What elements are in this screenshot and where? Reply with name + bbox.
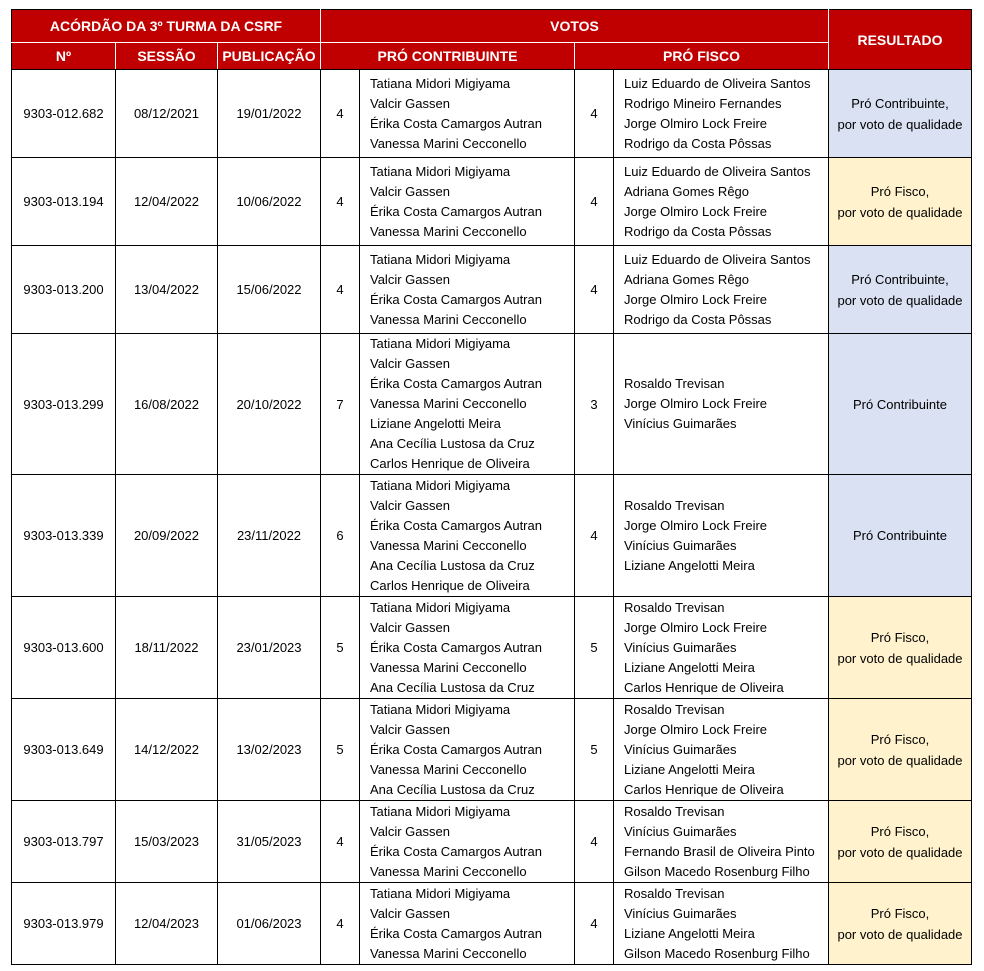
member-name: Rosaldo Trevisan — [624, 599, 725, 615]
member-name: Valcir Gassen — [370, 356, 450, 371]
member-name: Ana Cecília Lustosa da Cruz — [370, 557, 535, 573]
member-name: Liziane Angelotti Meira — [624, 659, 755, 675]
resultado-line: por voto de qualidade — [837, 204, 963, 220]
member-name: Vanessa Marini Cecconello — [370, 396, 527, 411]
table-row — [12, 597, 972, 699]
table-row — [12, 70, 972, 158]
resultado-cell — [829, 158, 972, 246]
publicacao-date: 31/05/2023 — [218, 801, 321, 883]
resultado-line: Pró Contribuinte, — [851, 271, 949, 287]
resultado-cell — [829, 801, 972, 883]
member-name: Érika Costa Camargos Autran — [370, 291, 542, 307]
header-row-top — [12, 10, 972, 43]
contribuinte-count: 5 — [321, 699, 360, 801]
publicacao-date: 23/11/2022 — [218, 475, 321, 597]
member-name: Valcir Gassen — [370, 95, 450, 111]
contribuinte-count: 4 — [321, 801, 360, 883]
contribuinte-names — [360, 475, 575, 597]
member-name: Érika Costa Camargos Autran — [370, 741, 542, 757]
member-name: Érika Costa Camargos Autran — [370, 115, 542, 131]
member-name: Gilson Macedo Rosenburg Filho — [624, 863, 810, 879]
publicacao-date: 01/06/2023 — [218, 883, 321, 965]
member-name: Érika Costa Camargos Autran — [370, 639, 542, 655]
table-row — [12, 883, 972, 965]
sessao-date: 16/08/2022 — [116, 334, 218, 475]
member-name: Vanessa Marini Cecconello — [370, 945, 527, 961]
member-name: Ana Cecília Lustosa da Cruz — [370, 679, 535, 695]
member-name: Tatiana Midori Migiyama — [370, 336, 511, 351]
resultado-cell — [829, 246, 972, 334]
resultado-cell — [829, 475, 972, 597]
fisco-names — [614, 334, 829, 475]
publicacao-date: 20/10/2022 — [218, 334, 321, 475]
member-name: Jorge Olmiro Lock Freire — [624, 115, 768, 131]
resultado-line: por voto de qualidade — [837, 844, 963, 860]
col-header-pro-contribuinte: PRÓ CONTRIBUINTE — [321, 43, 575, 70]
sessao-date: 13/04/2022 — [116, 246, 218, 334]
member-name: Tatiana Midori Migiyama — [370, 885, 511, 901]
fisco-count: 4 — [575, 801, 614, 883]
member-name: Tatiana Midori Migiyama — [370, 599, 511, 615]
sessao-date: 12/04/2023 — [116, 883, 218, 965]
sessao-date: 14/12/2022 — [116, 699, 218, 801]
resultado-line: Pró Fisco, — [870, 731, 930, 747]
member-name: Jorge Olmiro Lock Freire — [624, 517, 768, 533]
publicacao-date: 19/01/2022 — [218, 70, 321, 158]
member-name: Adriana Gomes Rêgo — [624, 271, 750, 287]
member-name: Gilson Macedo Rosenburg Filho — [624, 945, 810, 961]
member-name: Érika Costa Camargos Autran — [370, 517, 542, 533]
acordao-number: 9303-013.649 — [12, 699, 116, 801]
fisco-names — [614, 699, 829, 801]
table-row — [12, 334, 972, 475]
member-name: Tatiana Midori Migiyama — [370, 163, 511, 179]
col-header-pro-fisco: PRÓ FISCO — [575, 43, 829, 70]
publicacao-date: 23/01/2023 — [218, 597, 321, 699]
publicacao-date: 10/06/2022 — [218, 158, 321, 246]
fisco-names — [614, 246, 829, 334]
acordao-number: 9303-013.200 — [12, 246, 116, 334]
contribuinte-count: 7 — [321, 334, 360, 475]
member-name: Liziane Angelotti Meira — [624, 761, 755, 777]
contribuinte-count: 4 — [321, 70, 360, 158]
member-name: Vanessa Marini Cecconello — [370, 311, 527, 327]
acordao-number: 9303-013.979 — [12, 883, 116, 965]
member-name: Valcir Gassen — [370, 721, 450, 737]
acordao-number: 9303-013.299 — [12, 334, 116, 475]
member-name: Fernando Brasil de Oliveira Pinto — [624, 843, 815, 859]
member-name: Luiz Eduardo de Oliveira Santos — [624, 163, 811, 179]
sessao-date: 20/09/2022 — [116, 475, 218, 597]
acordao-title: ACÓRDÃO DA 3º TURMA DA CSRF — [12, 10, 321, 43]
table-row — [12, 699, 972, 801]
member-name: Jorge Olmiro Lock Freire — [624, 396, 768, 411]
fisco-names — [614, 70, 829, 158]
contribuinte-count: 5 — [321, 597, 360, 699]
resultado-cell — [829, 597, 972, 699]
fisco-count: 3 — [575, 334, 614, 475]
contribuinte-names — [360, 883, 575, 965]
member-name: Carlos Henrique de Oliveira — [624, 781, 784, 797]
resultado-line: Pró Fisco, — [870, 629, 930, 645]
votos-title: VOTOS — [321, 10, 829, 43]
contribuinte-count: 4 — [321, 246, 360, 334]
fisco-count: 5 — [575, 699, 614, 801]
fisco-count: 4 — [575, 158, 614, 246]
contribuinte-names — [360, 70, 575, 158]
member-name: Luiz Eduardo de Oliveira Santos — [624, 251, 811, 267]
member-name: Rosaldo Trevisan — [624, 803, 725, 819]
member-name: Jorge Olmiro Lock Freire — [624, 619, 768, 635]
member-name: Tatiana Midori Migiyama — [370, 803, 511, 819]
resultado-line: por voto de qualidade — [837, 292, 963, 308]
acordao-number: 9303-013.600 — [12, 597, 116, 699]
resultado-line: Pró Fisco, — [870, 823, 930, 839]
sessao-date: 15/03/2023 — [116, 801, 218, 883]
acordao-number: 9303-012.682 — [12, 70, 116, 158]
member-name: Luiz Eduardo de Oliveira Santos — [624, 75, 811, 91]
member-name: Carlos Henrique de Oliveira — [370, 577, 530, 593]
fisco-names — [614, 883, 829, 965]
resultado-line: por voto de qualidade — [837, 926, 963, 942]
resultado-cell — [829, 70, 972, 158]
col-header-publicacao: PUBLICAÇÃO — [218, 43, 321, 70]
member-name: Érika Costa Camargos Autran — [370, 376, 542, 391]
member-name: Tatiana Midori Migiyama — [370, 251, 511, 267]
sessao-date: 18/11/2022 — [116, 597, 218, 699]
member-name: Adriana Gomes Rêgo — [624, 183, 750, 199]
member-name: Liziane Angelotti Meira — [624, 925, 755, 941]
member-name: Vinícius Guimarães — [624, 905, 737, 921]
fisco-names — [614, 597, 829, 699]
resultado-line: Pró Contribuinte — [853, 396, 947, 412]
member-name: Vinícius Guimarães — [624, 416, 737, 431]
contribuinte-count: 4 — [321, 883, 360, 965]
contribuinte-names — [360, 597, 575, 699]
fisco-count: 4 — [575, 475, 614, 597]
fisco-names — [614, 158, 829, 246]
contribuinte-count: 6 — [321, 475, 360, 597]
acordaos-table — [11, 9, 972, 965]
member-name: Rodrigo Mineiro Fernandes — [624, 95, 782, 111]
publicacao-date: 15/06/2022 — [218, 246, 321, 334]
member-name: Vinícius Guimarães — [624, 639, 737, 655]
contribuinte-names — [360, 801, 575, 883]
member-name: Vanessa Marini Cecconello — [370, 135, 527, 151]
fisco-count: 5 — [575, 597, 614, 699]
acordao-number: 9303-013.339 — [12, 475, 116, 597]
resultado-cell — [829, 883, 972, 965]
member-name: Jorge Olmiro Lock Freire — [624, 721, 768, 737]
member-name: Valcir Gassen — [370, 497, 450, 513]
member-name: Vanessa Marini Cecconello — [370, 223, 527, 239]
fisco-names — [614, 475, 829, 597]
resultado-line: por voto de qualidade — [837, 752, 963, 768]
header-row-columns — [12, 43, 972, 70]
resultado-line: Pró Contribuinte — [853, 528, 947, 543]
member-name: Vinícius Guimarães — [624, 537, 737, 553]
table-row — [12, 158, 972, 246]
member-name: Rosaldo Trevisan — [624, 376, 725, 391]
fisco-count: 4 — [575, 70, 614, 158]
member-name: Carlos Henrique de Oliveira — [624, 679, 784, 695]
member-name: Rodrigo da Costa Pôssas — [624, 135, 772, 151]
sessao-date: 12/04/2022 — [116, 158, 218, 246]
member-name: Rodrigo da Costa Pôssas — [624, 223, 772, 239]
contribuinte-names — [360, 246, 575, 334]
member-name: Tatiana Midori Migiyama — [370, 701, 511, 717]
sessao-date: 08/12/2021 — [116, 70, 218, 158]
resultado-line: Pró Contribuinte, — [851, 95, 949, 111]
resultado-line: Pró Fisco, — [870, 905, 930, 921]
member-name: Rosaldo Trevisan — [624, 885, 725, 901]
member-name: Rodrigo da Costa Pôssas — [624, 311, 772, 327]
member-name: Vanessa Marini Cecconello — [370, 761, 527, 777]
member-name: Valcir Gassen — [370, 823, 450, 839]
publicacao-date: 13/02/2023 — [218, 699, 321, 801]
member-name: Valcir Gassen — [370, 271, 450, 287]
member-name: Valcir Gassen — [370, 619, 450, 635]
resultado-cell — [829, 699, 972, 801]
fisco-count: 4 — [575, 883, 614, 965]
table-row — [12, 246, 972, 334]
member-name: Valcir Gassen — [370, 183, 450, 199]
resultado-line: por voto de qualidade — [837, 116, 963, 132]
fisco-count: 4 — [575, 246, 614, 334]
member-name: Ana Cecília Lustosa da Cruz — [370, 436, 535, 451]
member-name: Érika Costa Camargos Autran — [370, 925, 542, 941]
col-header-numero: Nº — [12, 43, 116, 70]
contribuinte-names — [360, 158, 575, 246]
member-name: Ana Cecília Lustosa da Cruz — [370, 781, 535, 797]
table-row — [12, 801, 972, 883]
member-name: Valcir Gassen — [370, 905, 450, 921]
member-name: Vinícius Guimarães — [624, 741, 737, 757]
member-name: Tatiana Midori Migiyama — [370, 477, 511, 493]
contribuinte-names — [360, 334, 575, 475]
resultado-cell — [829, 334, 972, 475]
member-name: Rosaldo Trevisan — [624, 497, 725, 513]
member-name: Liziane Angelotti Meira — [624, 557, 755, 573]
member-name: Tatiana Midori Migiyama — [370, 75, 511, 91]
resultado-line: Pró Fisco, — [870, 183, 930, 199]
member-name: Vinícius Guimarães — [624, 823, 737, 839]
member-name: Rosaldo Trevisan — [624, 701, 725, 717]
member-name: Liziane Angelotti Meira — [370, 416, 501, 431]
contribuinte-count: 4 — [321, 158, 360, 246]
member-name: Jorge Olmiro Lock Freire — [624, 203, 768, 219]
resultado-header: RESULTADO — [829, 10, 972, 70]
table-row — [12, 475, 972, 597]
col-header-sessao: SESSÃO — [116, 43, 218, 70]
acordao-number: 9303-013.194 — [12, 158, 116, 246]
fisco-names — [614, 801, 829, 883]
contribuinte-names — [360, 699, 575, 801]
member-name: Vanessa Marini Cecconello — [370, 659, 527, 675]
member-name: Érika Costa Camargos Autran — [370, 843, 542, 859]
member-name: Carlos Henrique de Oliveira — [370, 456, 530, 471]
acordao-number: 9303-013.797 — [12, 801, 116, 883]
member-name: Érika Costa Camargos Autran — [370, 203, 542, 219]
table-body — [12, 70, 972, 965]
resultado-line: por voto de qualidade — [837, 650, 963, 666]
member-name: Vanessa Marini Cecconello — [370, 863, 527, 879]
member-name: Jorge Olmiro Lock Freire — [624, 291, 768, 307]
member-name: Vanessa Marini Cecconello — [370, 537, 527, 553]
